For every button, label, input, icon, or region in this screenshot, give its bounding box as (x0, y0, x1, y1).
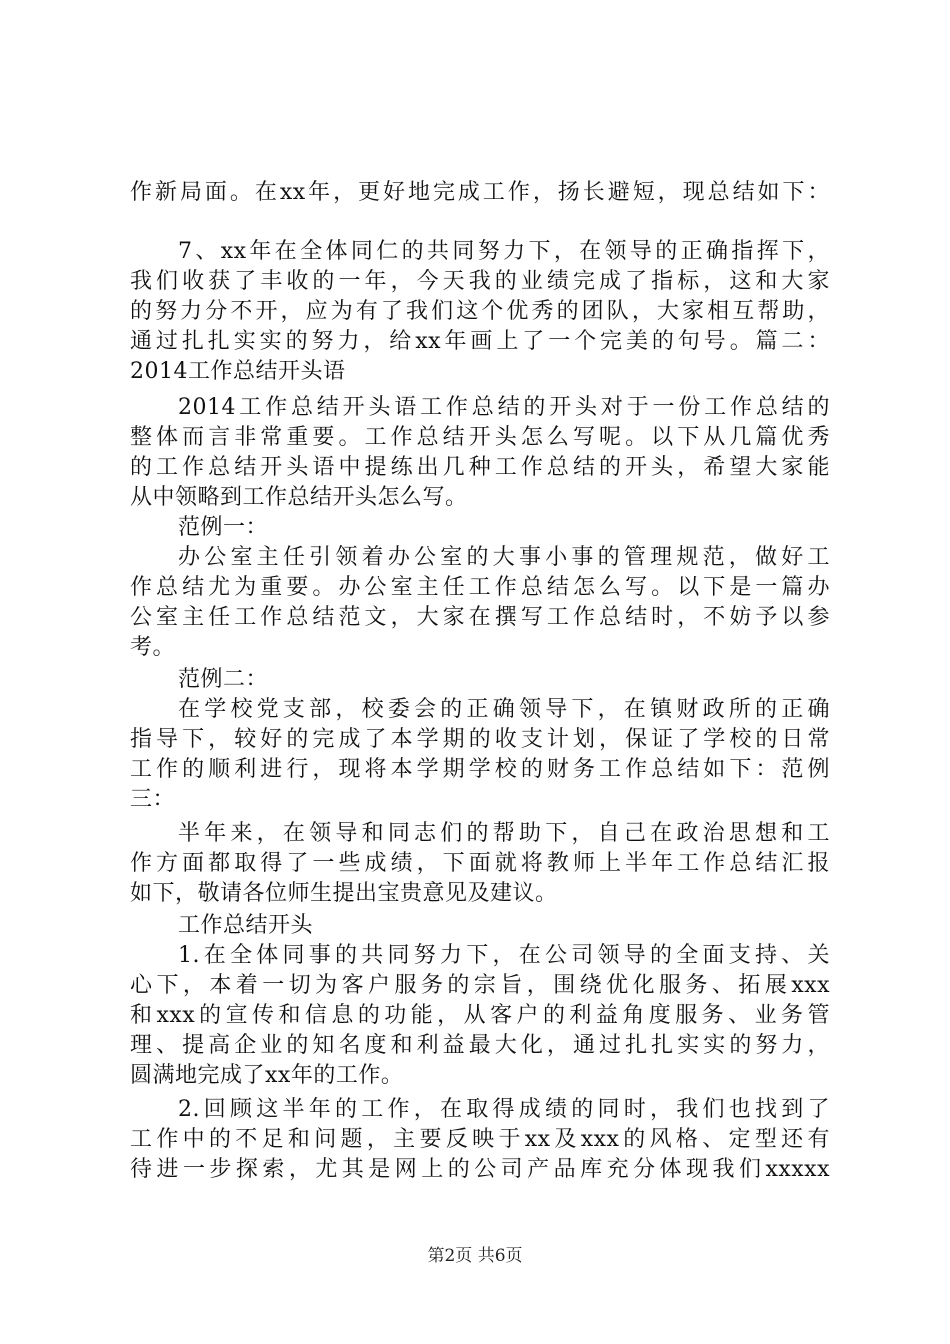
section-label: 工作总结开头 (178, 913, 314, 938)
text-line: 的工作总结开头语中提练出几种工作总结的开头，希望大家能 (130, 455, 830, 480)
text-line: 2.回顾这半年的工作，在取得成绩的同时，我们也找到了 (178, 1097, 830, 1122)
heading-line: 2014工作总结开头语 (130, 359, 346, 384)
text-line: 考。 (130, 635, 176, 660)
section-label: 范例二： (178, 667, 269, 692)
text-line: 理、提高企业的知名度和利益最大化，通过扎扎实实的努力， (130, 1033, 830, 1058)
text-line: 作新局面。在xx年，更好地完成工作，扬长避短，现总结如下： (130, 180, 830, 205)
text-line: 从中领略到工作总结开头怎么写。 (130, 485, 468, 510)
text-line: 在学校党支部，校委会的正确领导下，在镇财政所的正确 (178, 697, 830, 722)
text-line: 办公室主任引领着办公室的大事小事的管理规范，做好工 (178, 545, 830, 570)
text-line: 指导下，较好的完成了本学期的收支计划，保证了学校的日常 (130, 727, 830, 752)
text-line: 整体而言非常重要。工作总结开头怎么写呢。以下从几篇优秀 (130, 425, 830, 450)
text-line: 作总结尤为重要。办公室主任工作总结怎么写。以下是一篇办 (130, 575, 830, 600)
text-line: 2014工作总结开头语工作总结的开头对于一份工作总结的 (178, 395, 830, 420)
text-line: 圆满地完成了xx年的工作。 (130, 1063, 404, 1088)
text-line: 半年来，在领导和同志们的帮助下，自己在政治思想和工 (178, 821, 830, 846)
text-line: 的努力分不开，应为有了我们这个优秀的团队，大家相互帮助， (130, 299, 830, 324)
text-line: 工作中的不足和问题，主要反映于xx及xxx的风格、定型还有 (130, 1127, 830, 1152)
text-line: 通过扎扎实实的努力，给xx年画上了一个完美的句号。篇二： (130, 329, 830, 354)
text-line: 心下，本着一切为客户服务的宗旨，围绕优化服务、拓展xxx (130, 973, 830, 998)
text-line: 我们收获了丰收的一年，今天我的业绩完成了指标，这和大家 (130, 269, 830, 294)
text-line: 1.在全体同事的共同努力下，在公司领导的全面支持、关 (178, 943, 830, 968)
text-line: 公室主任工作总结范文，大家在撰写工作总结时，不妨予以参 (130, 605, 830, 630)
text-line: 如下，敬请各位师生提出宝贵意见及建议。 (130, 881, 558, 906)
text-line: 和xxx的宣传和信息的功能，从客户的利益角度服务、业务管 (130, 1003, 830, 1028)
text-line: 三： (130, 787, 176, 812)
text-line: 工作的顺利进行，现将本学期学校的财务工作总结如下：范例 (130, 757, 830, 782)
text-line: 7、xx年在全体同仁的共同努力下，在领导的正确指挥下， (178, 239, 830, 264)
text-line: 作方面都取得了一些成绩，下面就将教师上半年工作总结汇报 (130, 851, 830, 876)
page-footer: 第2页 共6页 (427, 1246, 523, 1266)
section-label: 范例一： (178, 515, 269, 540)
text-line: 待进一步探索，尤其是网上的公司产品库充分体现我们xxxxx (130, 1157, 830, 1182)
